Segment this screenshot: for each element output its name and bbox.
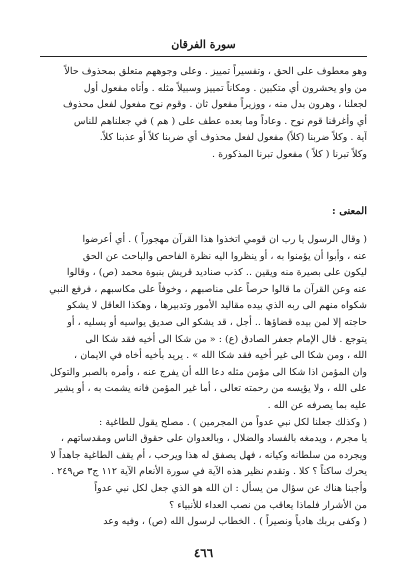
text-line: على الله ، ولا يؤيسه من رحمته تعالى ، أما غير المؤمن فانه يشمت به ، أو يشير bbox=[54, 383, 367, 395]
text-line: وأجبنا هناك عن سؤال من يسأل : ان الله هو الذي جعل لكل نبي عدواً bbox=[94, 482, 367, 494]
text-line: عنه وعن القرآن ما قالوا حرصاً على مناصبهم ، وخوفاً على مكاسبهم ، فرفع النبي bbox=[49, 283, 367, 295]
text-line: عليه بما يصرفه عن الله . bbox=[267, 399, 367, 411]
section-heading: المعنى : bbox=[332, 206, 367, 217]
text-line: ( وقال الرسول يا رب ان قومي اتخذوا هذا القرآن مهجوراً ) . أي أعرضوا bbox=[82, 234, 367, 245]
text-line: يا مجرم ، ويدمغه بالفساد والضلال ، وبالعدوان على حقوق الناس ومقدساتهم ، bbox=[60, 433, 367, 445]
page-number: ٤٦٦ bbox=[193, 546, 214, 560]
text-line: من الأشرار فلماذا يعاقب من نصب العداء للأنبياء ؟ bbox=[169, 499, 367, 511]
text-line: شكواه منهم الى ربه الذي بيده مقاليد الأمور وتدبيرها ، وهكذا العاقل لا يشكو bbox=[67, 300, 367, 312]
header-divider bbox=[40, 56, 367, 57]
text-line: أي وأغرقنا قوم نوح . وعاداً وما بعده عطف على ( هم ) في جعلناهم للناس bbox=[73, 115, 367, 127]
text-line: لجعلنا ، وهرون بدل منه ، ووزيراً مفعول ثان . وقوم نوح مفعول لفعل محذوف bbox=[62, 99, 367, 111]
text-line: عنه ، وأبوا أن يؤمنوا به ، أو ينظروا اليه نظرة الفاحص والباحث عن الحق bbox=[82, 250, 367, 262]
text-line: وهو معطوف على الحق ، وتفسيراً تمييز . وعلى وجوههم متعلق بمحذوف حالاً bbox=[64, 66, 367, 77]
text-line: ( وكفى بربك هادياً ونصيراً ) . الخطاب لرسول الله (ص) ، وفيه وعد bbox=[103, 516, 367, 528]
text-line: يحرك ساكناً ؟ كلا . وتقدم نظير هذه الآية في سورة الأنعام الآية ١١٢ ج٣ ص٢٤٩ . bbox=[50, 466, 367, 478]
meaning-body bbox=[40, 232, 367, 531]
text-line: الله ، ومن شكا الى غير أخيه فقد شكا الله » . يريد بأخيه أخاه في الايمان ، bbox=[74, 350, 367, 362]
text-line: وكلاً تبرنا ( كلاً ) مفعول تبرنا المذكورة . bbox=[212, 148, 367, 160]
grammar-notes bbox=[40, 64, 367, 164]
text-line: وان المؤمن اذا شكا الى مؤمن مثله دعا الله أن يفرج عنه ، وأمره بالصبر والتوكل bbox=[49, 366, 367, 378]
text-line: حاجته إلا لمن بيده قضاؤها .. أجل ، قد يشكو الى صديق يواسيه أو يسليه ، أو bbox=[67, 316, 367, 328]
text-line: آية . وكلاً ضربنا (كلاً) مفعول لفعل محذوف أي ضربنا كلاً أو عذبنا كلاً. bbox=[99, 132, 367, 144]
text-line: ويجرده من سلطانه وكيانه ، فهل يصفق له هذا ويرحب ، أم يقف الطاغية جاهداً لا bbox=[50, 449, 367, 461]
page-header-title: سورة الفرقان bbox=[171, 38, 236, 51]
text-line: من واو يحشرون أي متكبين . ومكاناً تمييز وسبيلاً مثله . وأتاه مفعول أول bbox=[83, 82, 367, 94]
text-line: ( وكذلك جعلنا لكل نبي عدواً من المجرمين ) . مصلح يقول للطاغية : bbox=[99, 416, 367, 428]
text-line: يتوجع . قال الإمام جعفر الصادق (ع) : « من شكا الى أخيه فقد شكا الى bbox=[85, 333, 367, 345]
text-line: ليكون على بصيرة منه ويقين .. كذب صناديد قريش بنبوة محمد (ص) ، وقالوا bbox=[66, 267, 367, 279]
